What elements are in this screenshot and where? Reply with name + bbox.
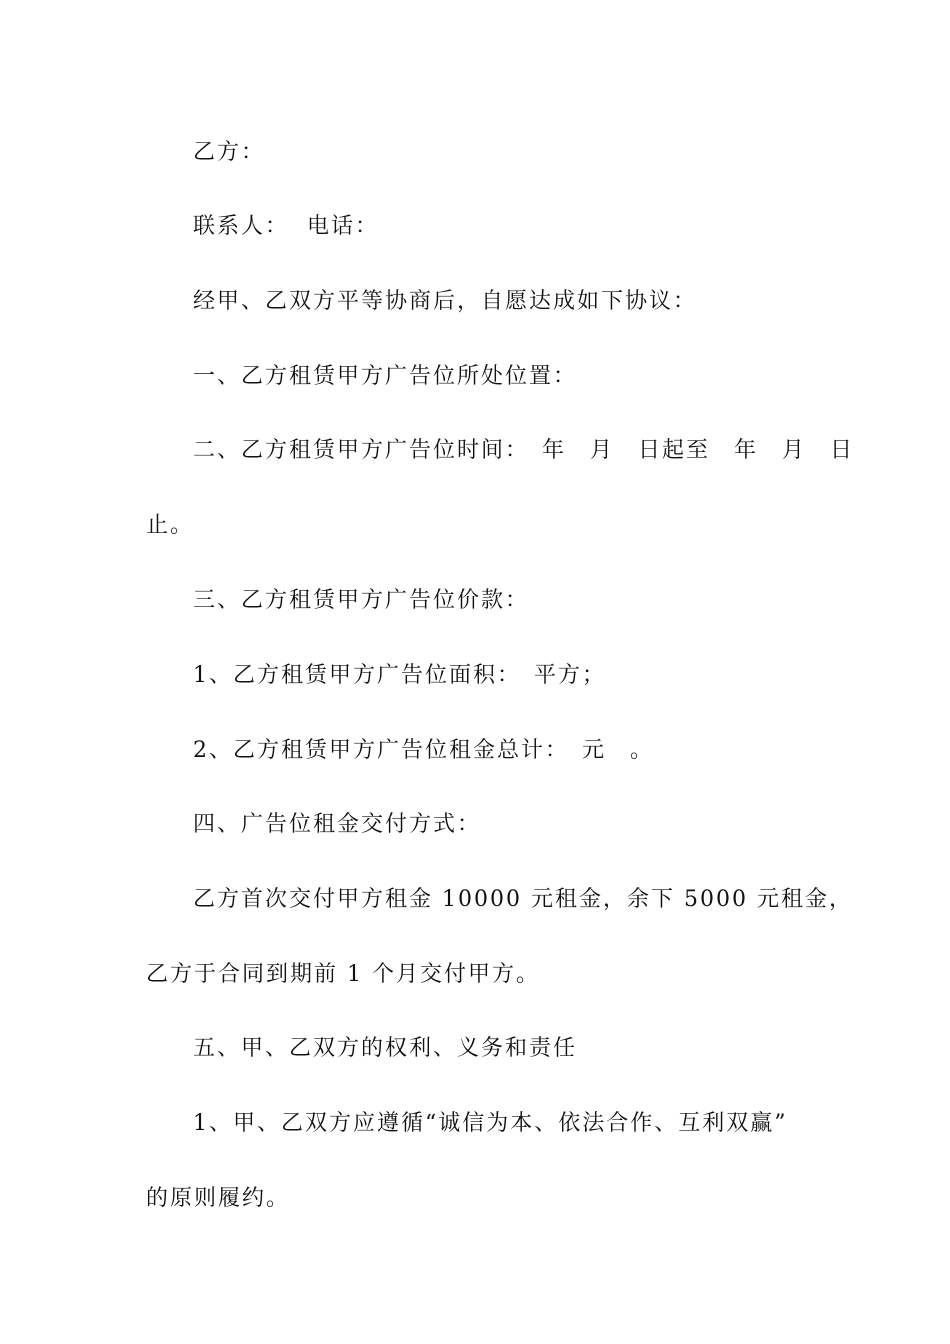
section-4-payment-detail: 乙方首次交付甲方租金 10000 元租金，余下 5000 元租金， [193, 887, 853, 912]
section-5-item-principle: 1、甲、乙双方应遵循“诚信为本、依法合作、互利双赢” [193, 1111, 788, 1136]
agreement-intro: 经甲、乙双方平等协商后，自愿达成如下协议： [193, 289, 698, 314]
contact-person-label: 联系人： [193, 214, 290, 239]
party-b-label: 乙方： [193, 140, 266, 165]
section-3-item-area: 1、乙方租赁甲方广告位面积： 平方； [193, 663, 606, 688]
section-2-period-end: 止。 [146, 513, 195, 538]
contact-phone-label: 电话： [307, 214, 380, 239]
section-5-item-principle-cont: 的原则履约。 [146, 1186, 291, 1211]
section-3-price: 三、乙方租赁甲方广告位价款： [193, 588, 530, 613]
contact-line [193, 212, 853, 242]
section-2-period: 二、乙方租赁甲方广告位时间： 年 月 日起至 年 月 日 [193, 438, 855, 463]
section-1-location: 一、乙方租赁甲方广告位所处位置： [193, 364, 578, 389]
section-5-rights: 五、甲、乙双方的权利、义务和责任 [193, 1036, 578, 1061]
section-4-payment: 四、广告位租金交付方式： [193, 812, 482, 837]
section-3-item-total: 2、乙方租赁甲方广告位租金总计： 元 。 [193, 738, 654, 763]
section-4-payment-detail-cont: 乙方于合同到期前 1 个月交付甲方。 [146, 962, 540, 987]
